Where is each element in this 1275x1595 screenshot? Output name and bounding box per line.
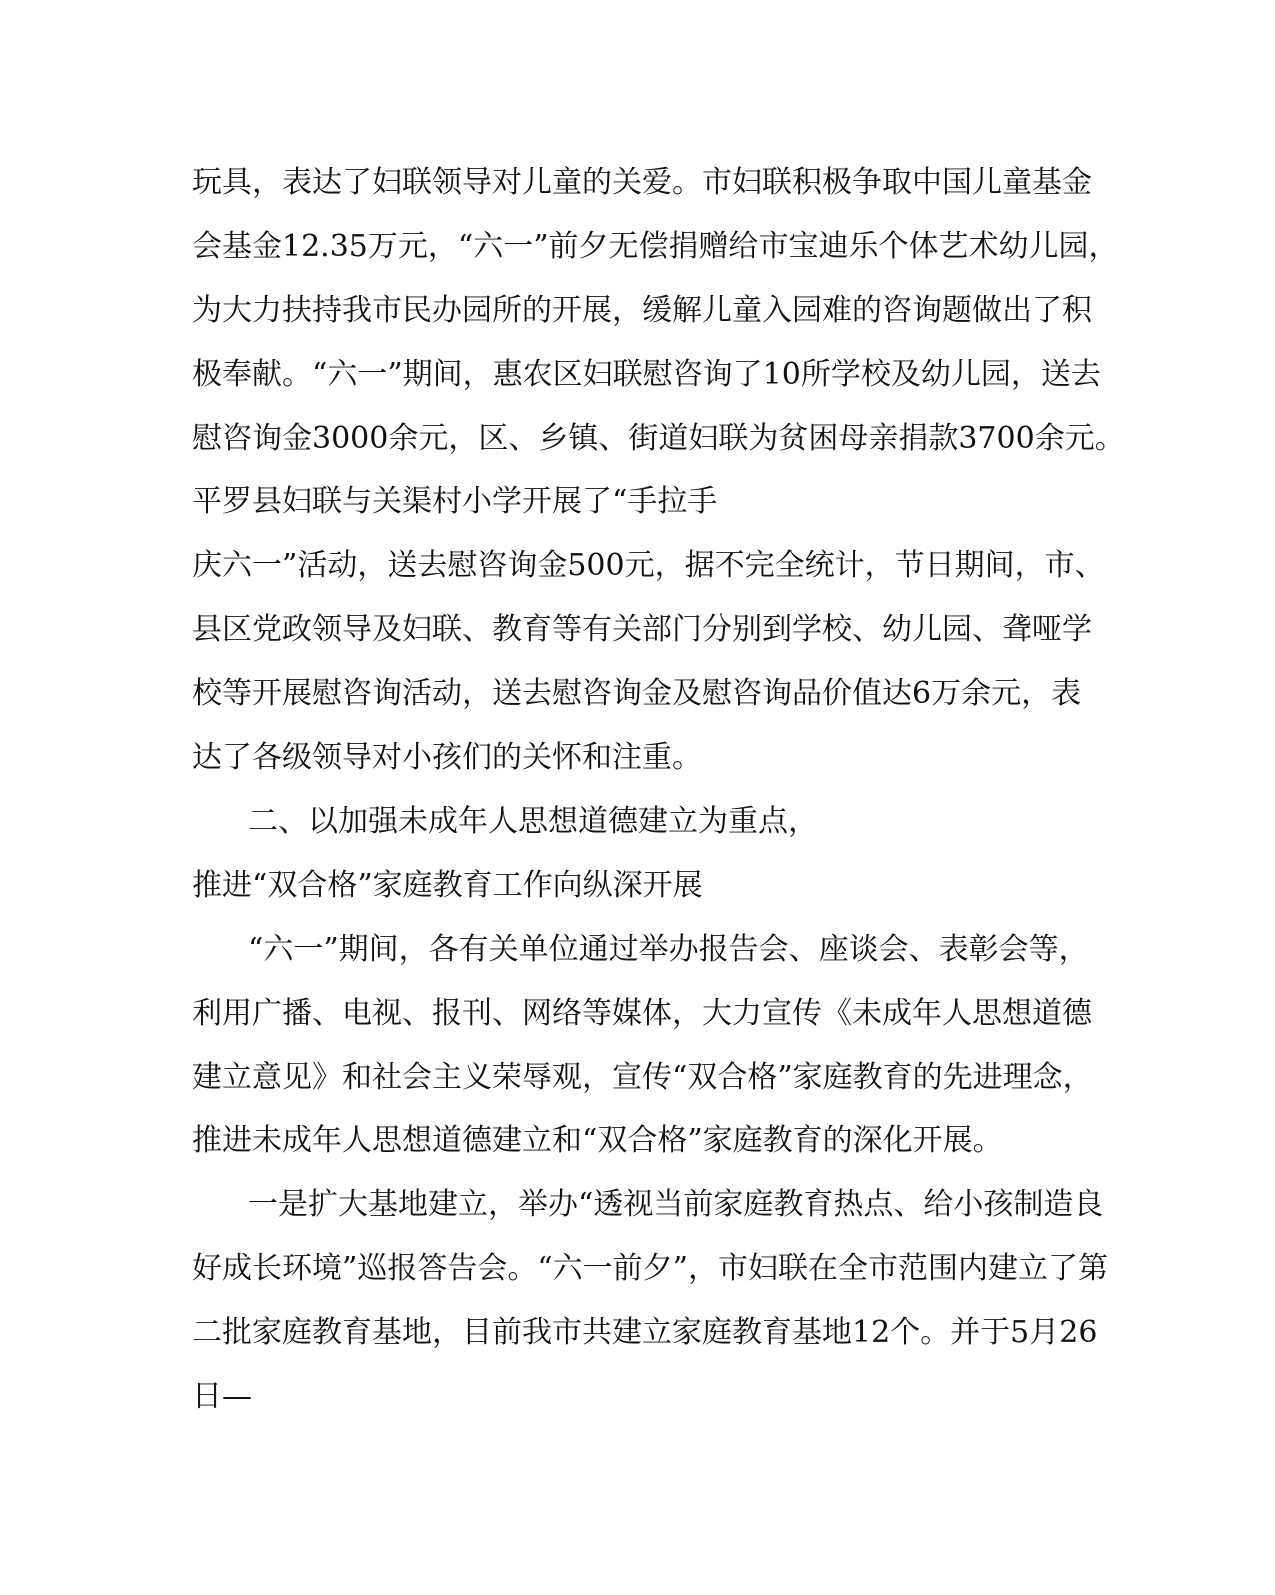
text-line: 玩具，表达了妇联领导对儿童的关爱。市妇联积极争取中国儿童基金 [192,165,1092,200]
text-line: 达了各级领导对小孩们的关怀和注重。 [192,740,702,775]
text-line: 慰咨询金3000余元，区、乡镇、街道妇联为贫困母亲捐款3700余元。 [192,421,1125,456]
text-line: 平罗县妇联与关渠村小学开展了“手拉手 [192,484,718,519]
text-line: 会基金12.35万元，“六一”前夕无偿捐赠给市宝迪乐个体艺术幼儿园， [192,229,1119,264]
text-line: 校等开展慰咨询活动，送去慰咨询金及慰咨询品价值达6万余元，表 [192,676,1082,711]
text-line: 县区党政领导及妇联、教育等有关部门分别到学校、幼儿园、聋哑学 [192,612,1092,647]
section-heading: 二、以加强未成年人思想道德建立为重点， [248,804,818,839]
text-line: 二批家庭教育基地，目前我市共建立家庭教育基地12个。并于5月26 [192,1315,1098,1350]
text-line: 建立意见》和社会主义荣辱观，宣传“双合格”家庭教育的先进理念， [192,1060,1093,1095]
text-line: 推进未成年人思想道德建立和“双合格”家庭教育的深化开展。 [192,1123,1003,1158]
text-line: 极奉献。“六一”期间，惠农区妇联慰咨询了10所学校及幼儿园，送去 [192,357,1101,392]
text-line: 日— [192,1379,252,1414]
text-line: 一是扩大基地建立，举办“透视当前家庭教育热点、给小孩制造良 [248,1187,1104,1222]
text-line: 利用广播、电视、报刊、网络等媒体，大力宣传《未成年人思想道德 [192,996,1092,1031]
text-line: 庆六一”活动，送去慰咨询金500元，据不完全统计，节日期间，市、 [192,548,1105,583]
section-heading-continued: 推进“双合格”家庭教育工作向纵深开展 [192,868,703,903]
text-line: 好成长环境”巡报答告会。“六一前夕”，市妇联在全市范围内建立了第 [192,1251,1109,1286]
text-line: 为大力扶持我市民办园所的开展，缓解儿童入园难的咨询题做出了积 [192,293,1092,328]
text-line: “六一”期间，各有关单位通过举办报告会、座谈会、表彰会等， [248,932,1089,967]
